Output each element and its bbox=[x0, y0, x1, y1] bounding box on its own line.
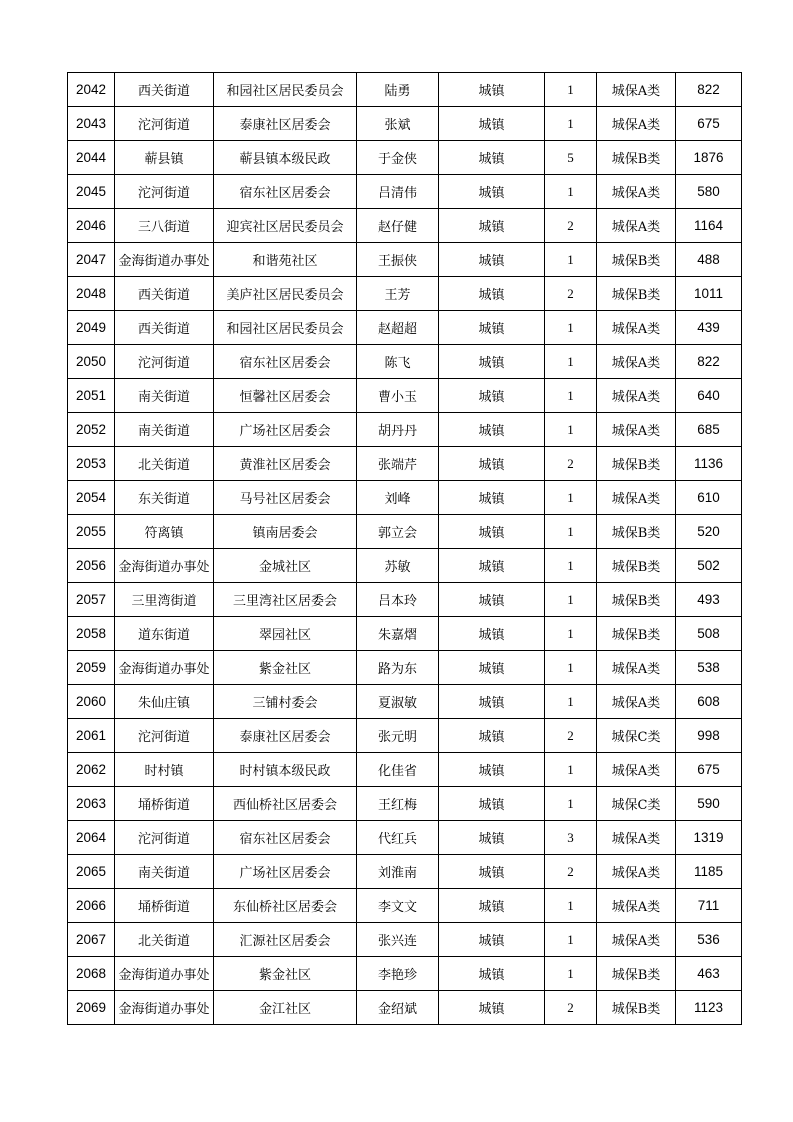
cell-street-office: 蕲县镇 bbox=[115, 141, 214, 175]
cell-seq-number: 2055 bbox=[68, 515, 115, 549]
table-row bbox=[68, 447, 742, 481]
cell-community: 迎宾社区居民委员会 bbox=[214, 209, 357, 243]
cell-area-type: 城镇 bbox=[439, 107, 545, 141]
cell-area-type: 城镇 bbox=[439, 209, 545, 243]
cell-street-office: 时村镇 bbox=[115, 753, 214, 787]
cell-area-type: 城镇 bbox=[439, 753, 545, 787]
cell-street-office: 东关街道 bbox=[115, 481, 214, 515]
table-row bbox=[68, 889, 742, 923]
cell-insurance-category: 城保B类 bbox=[597, 583, 676, 617]
cell-area-type: 城镇 bbox=[439, 515, 545, 549]
cell-insurance-category: 城保A类 bbox=[597, 821, 676, 855]
cell-community: 宿东社区居委会 bbox=[214, 345, 357, 379]
cell-seq-number: 2059 bbox=[68, 651, 115, 685]
cell-amount: 439 bbox=[676, 311, 742, 345]
table-row bbox=[68, 855, 742, 889]
cell-insurance-category: 城保A类 bbox=[597, 379, 676, 413]
cell-name: 赵仔健 bbox=[357, 209, 439, 243]
cell-community: 翠园社区 bbox=[214, 617, 357, 651]
cell-insurance-category: 城保A类 bbox=[597, 413, 676, 447]
cell-community: 时村镇本级民政 bbox=[214, 753, 357, 787]
cell-seq-number: 2050 bbox=[68, 345, 115, 379]
cell-area-type: 城镇 bbox=[439, 141, 545, 175]
cell-area-type: 城镇 bbox=[439, 719, 545, 753]
cell-household-size: 2 bbox=[545, 209, 597, 243]
cell-area-type: 城镇 bbox=[439, 855, 545, 889]
table-row bbox=[68, 243, 742, 277]
cell-insurance-category: 城保A类 bbox=[597, 855, 676, 889]
cell-household-size: 1 bbox=[545, 311, 597, 345]
cell-street-office: 道东街道 bbox=[115, 617, 214, 651]
cell-insurance-category: 城保A类 bbox=[597, 685, 676, 719]
table-row bbox=[68, 753, 742, 787]
cell-name: 李文文 bbox=[357, 889, 439, 923]
cell-street-office: 北关街道 bbox=[115, 447, 214, 481]
cell-street-office: 朱仙庄镇 bbox=[115, 685, 214, 719]
cell-amount: 590 bbox=[676, 787, 742, 821]
cell-household-size: 1 bbox=[545, 617, 597, 651]
cell-insurance-category: 城保A类 bbox=[597, 481, 676, 515]
cell-amount: 580 bbox=[676, 175, 742, 209]
cell-insurance-category: 城保B类 bbox=[597, 957, 676, 991]
cell-household-size: 1 bbox=[545, 923, 597, 957]
cell-seq-number: 2044 bbox=[68, 141, 115, 175]
table-row bbox=[68, 617, 742, 651]
cell-name: 于金侠 bbox=[357, 141, 439, 175]
cell-area-type: 城镇 bbox=[439, 243, 545, 277]
cell-insurance-category: 城保B类 bbox=[597, 549, 676, 583]
cell-community: 和园社区居民委员会 bbox=[214, 73, 357, 107]
cell-seq-number: 2056 bbox=[68, 549, 115, 583]
cell-name: 郭立会 bbox=[357, 515, 439, 549]
cell-amount: 822 bbox=[676, 345, 742, 379]
cell-seq-number: 2054 bbox=[68, 481, 115, 515]
table-row bbox=[68, 345, 742, 379]
cell-name: 陈飞 bbox=[357, 345, 439, 379]
cell-street-office: 北关街道 bbox=[115, 923, 214, 957]
cell-insurance-category: 城保A类 bbox=[597, 923, 676, 957]
cell-insurance-category: 城保B类 bbox=[597, 243, 676, 277]
cell-area-type: 城镇 bbox=[439, 413, 545, 447]
cell-community: 和谐苑社区 bbox=[214, 243, 357, 277]
cell-amount: 675 bbox=[676, 753, 742, 787]
cell-insurance-category: 城保A类 bbox=[597, 753, 676, 787]
cell-area-type: 城镇 bbox=[439, 787, 545, 821]
cell-household-size: 2 bbox=[545, 991, 597, 1025]
cell-name: 王振侠 bbox=[357, 243, 439, 277]
cell-area-type: 城镇 bbox=[439, 345, 545, 379]
cell-street-office: 沱河街道 bbox=[115, 107, 214, 141]
cell-community: 恒馨社区居委会 bbox=[214, 379, 357, 413]
table-row bbox=[68, 685, 742, 719]
table-row bbox=[68, 515, 742, 549]
cell-insurance-category: 城保B类 bbox=[597, 991, 676, 1025]
cell-amount: 502 bbox=[676, 549, 742, 583]
cell-street-office: 南关街道 bbox=[115, 413, 214, 447]
cell-area-type: 城镇 bbox=[439, 685, 545, 719]
cell-street-office: 金海街道办事处 bbox=[115, 549, 214, 583]
table-row bbox=[68, 413, 742, 447]
cell-household-size: 1 bbox=[545, 345, 597, 379]
cell-community: 紫金社区 bbox=[214, 957, 357, 991]
cell-name: 夏淑敏 bbox=[357, 685, 439, 719]
cell-seq-number: 2063 bbox=[68, 787, 115, 821]
cell-insurance-category: 城保B类 bbox=[597, 447, 676, 481]
cell-area-type: 城镇 bbox=[439, 957, 545, 991]
table-row bbox=[68, 583, 742, 617]
cell-seq-number: 2057 bbox=[68, 583, 115, 617]
cell-street-office: 埇桥街道 bbox=[115, 787, 214, 821]
cell-insurance-category: 城保B类 bbox=[597, 141, 676, 175]
cell-community: 金江社区 bbox=[214, 991, 357, 1025]
cell-household-size: 1 bbox=[545, 243, 597, 277]
table-row bbox=[68, 379, 742, 413]
cell-area-type: 城镇 bbox=[439, 379, 545, 413]
cell-area-type: 城镇 bbox=[439, 651, 545, 685]
cell-street-office: 南关街道 bbox=[115, 855, 214, 889]
table-row bbox=[68, 311, 742, 345]
table-row bbox=[68, 821, 742, 855]
cell-seq-number: 2069 bbox=[68, 991, 115, 1025]
cell-street-office: 沱河街道 bbox=[115, 345, 214, 379]
cell-household-size: 1 bbox=[545, 481, 597, 515]
cell-name: 苏敏 bbox=[357, 549, 439, 583]
cell-community: 美庐社区居民委员会 bbox=[214, 277, 357, 311]
cell-area-type: 城镇 bbox=[439, 617, 545, 651]
cell-insurance-category: 城保C类 bbox=[597, 719, 676, 753]
cell-seq-number: 2068 bbox=[68, 957, 115, 991]
cell-household-size: 1 bbox=[545, 515, 597, 549]
cell-area-type: 城镇 bbox=[439, 821, 545, 855]
cell-seq-number: 2051 bbox=[68, 379, 115, 413]
cell-community: 广场社区居委会 bbox=[214, 413, 357, 447]
cell-name: 化佳省 bbox=[357, 753, 439, 787]
cell-insurance-category: 城保A类 bbox=[597, 209, 676, 243]
table-body bbox=[68, 73, 742, 1025]
cell-amount: 675 bbox=[676, 107, 742, 141]
cell-insurance-category: 城保A类 bbox=[597, 889, 676, 923]
cell-seq-number: 2045 bbox=[68, 175, 115, 209]
cell-community: 泰康社区居委会 bbox=[214, 107, 357, 141]
cell-insurance-category: 城保A类 bbox=[597, 311, 676, 345]
cell-amount: 520 bbox=[676, 515, 742, 549]
cell-name: 代红兵 bbox=[357, 821, 439, 855]
cell-street-office: 符离镇 bbox=[115, 515, 214, 549]
cell-amount: 1319 bbox=[676, 821, 742, 855]
table-row bbox=[68, 719, 742, 753]
cell-community: 东仙桥社区居委会 bbox=[214, 889, 357, 923]
cell-household-size: 1 bbox=[545, 107, 597, 141]
cell-name: 陆勇 bbox=[357, 73, 439, 107]
cell-household-size: 1 bbox=[545, 583, 597, 617]
cell-street-office: 埇桥街道 bbox=[115, 889, 214, 923]
table-row bbox=[68, 277, 742, 311]
cell-insurance-category: 城保A类 bbox=[597, 175, 676, 209]
cell-community: 广场社区居委会 bbox=[214, 855, 357, 889]
cell-community: 镇南居委会 bbox=[214, 515, 357, 549]
cell-community: 紫金社区 bbox=[214, 651, 357, 685]
cell-community: 马号社区居委会 bbox=[214, 481, 357, 515]
cell-name: 张端芹 bbox=[357, 447, 439, 481]
cell-insurance-category: 城保A类 bbox=[597, 73, 676, 107]
cell-insurance-category: 城保A类 bbox=[597, 651, 676, 685]
cell-household-size: 1 bbox=[545, 379, 597, 413]
table-row bbox=[68, 651, 742, 685]
cell-street-office: 金海街道办事处 bbox=[115, 243, 214, 277]
cell-insurance-category: 城保B类 bbox=[597, 515, 676, 549]
cell-amount: 998 bbox=[676, 719, 742, 753]
cell-street-office: 西关街道 bbox=[115, 277, 214, 311]
cell-street-office: 南关街道 bbox=[115, 379, 214, 413]
cell-street-office: 三里湾街道 bbox=[115, 583, 214, 617]
cell-seq-number: 2052 bbox=[68, 413, 115, 447]
cell-amount: 488 bbox=[676, 243, 742, 277]
cell-name: 王红梅 bbox=[357, 787, 439, 821]
cell-name: 李艳珍 bbox=[357, 957, 439, 991]
cell-area-type: 城镇 bbox=[439, 311, 545, 345]
cell-amount: 711 bbox=[676, 889, 742, 923]
cell-household-size: 1 bbox=[545, 889, 597, 923]
table-row bbox=[68, 923, 742, 957]
cell-community: 黄淮社区居委会 bbox=[214, 447, 357, 481]
cell-seq-number: 2048 bbox=[68, 277, 115, 311]
cell-amount: 536 bbox=[676, 923, 742, 957]
cell-street-office: 沱河街道 bbox=[115, 821, 214, 855]
cell-amount: 1011 bbox=[676, 277, 742, 311]
cell-amount: 685 bbox=[676, 413, 742, 447]
cell-household-size: 1 bbox=[545, 787, 597, 821]
cell-household-size: 1 bbox=[545, 651, 597, 685]
cell-area-type: 城镇 bbox=[439, 549, 545, 583]
cell-amount: 508 bbox=[676, 617, 742, 651]
cell-amount: 608 bbox=[676, 685, 742, 719]
cell-household-size: 1 bbox=[545, 753, 597, 787]
cell-name: 路为东 bbox=[357, 651, 439, 685]
table-row bbox=[68, 957, 742, 991]
table-row bbox=[68, 141, 742, 175]
cell-area-type: 城镇 bbox=[439, 923, 545, 957]
cell-name: 吕清伟 bbox=[357, 175, 439, 209]
cell-amount: 822 bbox=[676, 73, 742, 107]
cell-name: 张兴连 bbox=[357, 923, 439, 957]
cell-seq-number: 2046 bbox=[68, 209, 115, 243]
cell-household-size: 2 bbox=[545, 447, 597, 481]
cell-amount: 538 bbox=[676, 651, 742, 685]
cell-street-office: 西关街道 bbox=[115, 73, 214, 107]
cell-household-size: 1 bbox=[545, 175, 597, 209]
cell-insurance-category: 城保A类 bbox=[597, 107, 676, 141]
cell-name: 吕本玲 bbox=[357, 583, 439, 617]
table-row bbox=[68, 481, 742, 515]
cell-name: 曹小玉 bbox=[357, 379, 439, 413]
cell-name: 张元明 bbox=[357, 719, 439, 753]
cell-name: 金绍斌 bbox=[357, 991, 439, 1025]
table-row bbox=[68, 175, 742, 209]
cell-household-size: 3 bbox=[545, 821, 597, 855]
cell-community: 三里湾社区居委会 bbox=[214, 583, 357, 617]
cell-seq-number: 2053 bbox=[68, 447, 115, 481]
cell-street-office: 沱河街道 bbox=[115, 719, 214, 753]
cell-community: 三铺村委会 bbox=[214, 685, 357, 719]
cell-community: 西仙桥社区居委会 bbox=[214, 787, 357, 821]
cell-seq-number: 2042 bbox=[68, 73, 115, 107]
cell-insurance-category: 城保B类 bbox=[597, 277, 676, 311]
cell-household-size: 1 bbox=[545, 549, 597, 583]
cell-street-office: 金海街道办事处 bbox=[115, 957, 214, 991]
cell-seq-number: 2060 bbox=[68, 685, 115, 719]
cell-community: 汇源社区居委会 bbox=[214, 923, 357, 957]
cell-community: 和园社区居民委员会 bbox=[214, 311, 357, 345]
cell-amount: 1185 bbox=[676, 855, 742, 889]
cell-area-type: 城镇 bbox=[439, 583, 545, 617]
cell-area-type: 城镇 bbox=[439, 889, 545, 923]
cell-seq-number: 2066 bbox=[68, 889, 115, 923]
cell-amount: 1136 bbox=[676, 447, 742, 481]
cell-area-type: 城镇 bbox=[439, 481, 545, 515]
cell-name: 王芳 bbox=[357, 277, 439, 311]
cell-seq-number: 2065 bbox=[68, 855, 115, 889]
table-row bbox=[68, 73, 742, 107]
cell-seq-number: 2064 bbox=[68, 821, 115, 855]
table-row bbox=[68, 107, 742, 141]
cell-street-office: 西关街道 bbox=[115, 311, 214, 345]
record-table bbox=[67, 72, 742, 1025]
cell-amount: 1876 bbox=[676, 141, 742, 175]
cell-seq-number: 2067 bbox=[68, 923, 115, 957]
cell-street-office: 金海街道办事处 bbox=[115, 651, 214, 685]
cell-insurance-category: 城保A类 bbox=[597, 345, 676, 379]
cell-seq-number: 2062 bbox=[68, 753, 115, 787]
cell-name: 赵超超 bbox=[357, 311, 439, 345]
cell-seq-number: 2061 bbox=[68, 719, 115, 753]
cell-street-office: 沱河街道 bbox=[115, 175, 214, 209]
cell-household-size: 2 bbox=[545, 719, 597, 753]
table-row bbox=[68, 991, 742, 1025]
cell-community: 宿东社区居委会 bbox=[214, 821, 357, 855]
cell-seq-number: 2043 bbox=[68, 107, 115, 141]
cell-insurance-category: 城保C类 bbox=[597, 787, 676, 821]
table-row bbox=[68, 549, 742, 583]
cell-area-type: 城镇 bbox=[439, 991, 545, 1025]
cell-street-office: 三八街道 bbox=[115, 209, 214, 243]
cell-household-size: 5 bbox=[545, 141, 597, 175]
cell-street-office: 金海街道办事处 bbox=[115, 991, 214, 1025]
table-row bbox=[68, 209, 742, 243]
cell-area-type: 城镇 bbox=[439, 447, 545, 481]
cell-amount: 610 bbox=[676, 481, 742, 515]
cell-name: 朱嘉熠 bbox=[357, 617, 439, 651]
cell-area-type: 城镇 bbox=[439, 277, 545, 311]
cell-seq-number: 2058 bbox=[68, 617, 115, 651]
cell-household-size: 2 bbox=[545, 855, 597, 889]
cell-amount: 640 bbox=[676, 379, 742, 413]
cell-seq-number: 2047 bbox=[68, 243, 115, 277]
cell-name: 刘淮南 bbox=[357, 855, 439, 889]
cell-amount: 493 bbox=[676, 583, 742, 617]
cell-household-size: 1 bbox=[545, 957, 597, 991]
cell-community: 宿东社区居委会 bbox=[214, 175, 357, 209]
cell-area-type: 城镇 bbox=[439, 175, 545, 209]
cell-household-size: 1 bbox=[545, 73, 597, 107]
cell-community: 蕲县镇本级民政 bbox=[214, 141, 357, 175]
cell-name: 张斌 bbox=[357, 107, 439, 141]
cell-area-type: 城镇 bbox=[439, 73, 545, 107]
cell-household-size: 2 bbox=[545, 277, 597, 311]
cell-community: 泰康社区居委会 bbox=[214, 719, 357, 753]
cell-household-size: 1 bbox=[545, 685, 597, 719]
cell-insurance-category: 城保B类 bbox=[597, 617, 676, 651]
cell-seq-number: 2049 bbox=[68, 311, 115, 345]
cell-household-size: 1 bbox=[545, 413, 597, 447]
table-row bbox=[68, 787, 742, 821]
cell-community: 金城社区 bbox=[214, 549, 357, 583]
cell-amount: 1164 bbox=[676, 209, 742, 243]
cell-name: 胡丹丹 bbox=[357, 413, 439, 447]
cell-name: 刘峰 bbox=[357, 481, 439, 515]
cell-amount: 1123 bbox=[676, 991, 742, 1025]
cell-amount: 463 bbox=[676, 957, 742, 991]
